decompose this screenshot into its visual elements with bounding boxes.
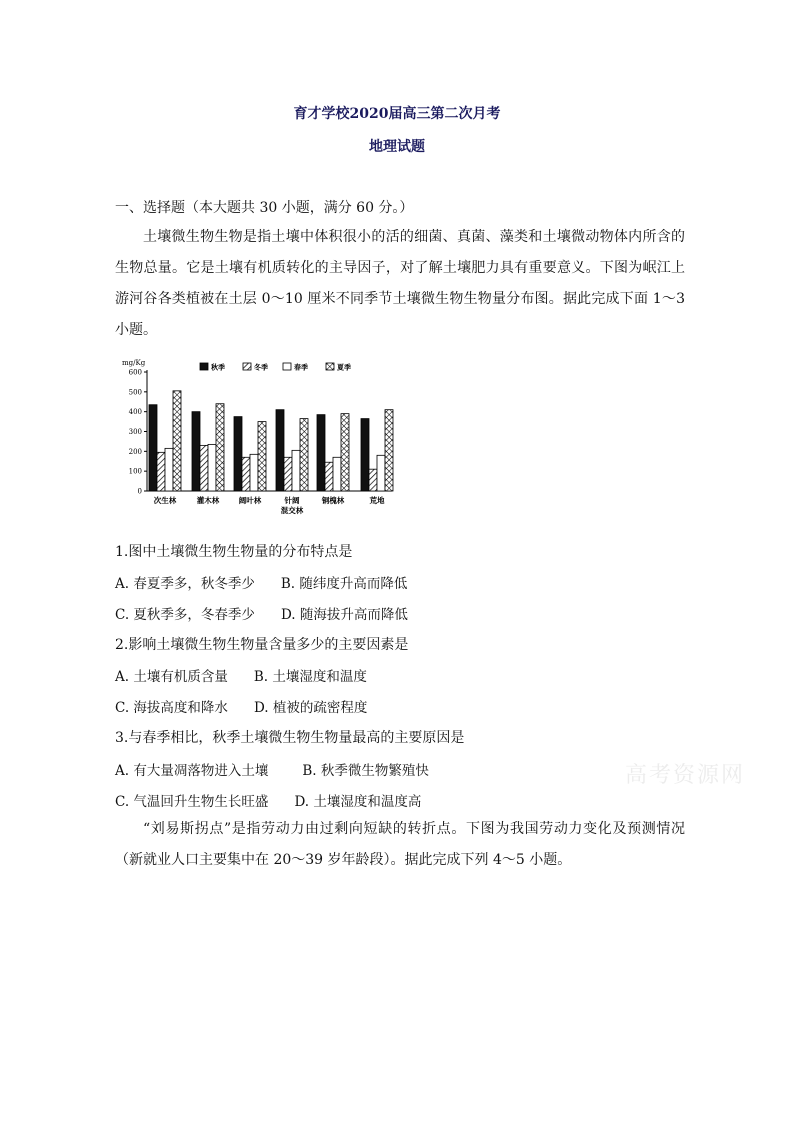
q2-option-b[interactable]: B. 土壤湿度和温度 <box>253 669 367 685</box>
bar-1-4 <box>325 462 333 491</box>
y-tick-label: 200 <box>128 447 142 456</box>
legend-swatch <box>243 363 251 370</box>
x-tick-label: 阔叶林 <box>238 496 262 505</box>
q2-option-d[interactable]: D. 植被的疏密程度 <box>253 700 368 716</box>
watermark: 高考资源网 <box>625 763 746 788</box>
bar-3-2 <box>258 422 266 491</box>
y-tick-label: 500 <box>128 388 142 397</box>
x-tick-label: 铜槐林 <box>321 496 345 505</box>
bar-2-5 <box>377 455 385 491</box>
legend-swatch <box>200 363 208 370</box>
legend-swatch <box>283 363 291 370</box>
x-tick-label: 针阔 <box>284 496 300 505</box>
y-tick-label: 600 <box>128 368 142 377</box>
y-tick-label: 0 <box>137 487 142 496</box>
question-1-options-row-2 <box>115 603 408 623</box>
q1-option-c[interactable]: C. 夏秋季多，冬春季少 <box>115 607 255 623</box>
bar-2-4 <box>333 457 341 491</box>
bar-0-3 <box>276 410 284 491</box>
y-tick-label: 400 <box>128 408 142 417</box>
bar-2-1 <box>208 444 216 491</box>
bar-3-4 <box>341 414 349 491</box>
school-title: 育才学校2020届高三第二次月考 <box>293 106 501 122</box>
bar-3-5 <box>385 410 393 491</box>
q2-option-c[interactable]: C. 海拔高度和降水 <box>115 700 228 716</box>
question-1-options-row-1 <box>115 572 407 592</box>
subject-title: 地理试题 <box>369 139 425 155</box>
question-2-options-row-2 <box>115 696 367 716</box>
question-1-stem: 1.图中土壤微生物生物量的分布特点是 <box>115 544 353 560</box>
bar-3-0 <box>173 391 181 491</box>
bar-0-5 <box>361 419 369 491</box>
question-3-stem: 3.与春季相比，秋季土壤微生物生物量最高的主要原因是 <box>115 730 465 746</box>
question-2-stem: 2.影响土壤微生物生物量含量多少的主要因素是 <box>115 637 409 653</box>
bar-1-0 <box>157 452 165 491</box>
bar-3-1 <box>216 404 224 491</box>
passage-2: “刘易斯拐点”是指劳动力由过剩向短缺的转折点。下图为我国劳动力变化及预测情况（新就业人口主要集中在 20～39 岁年龄段）。据此完成下列 4～5 小题。 <box>115 821 685 868</box>
bar-2-2 <box>250 454 258 491</box>
q1-option-d[interactable]: D. 随海拔升高而降低 <box>280 607 408 623</box>
legend-label: 夏季 <box>337 362 351 372</box>
x-tick-label: 次生林 <box>153 496 177 505</box>
bar-1-3 <box>284 457 292 491</box>
x-tick-label: 灌木林 <box>196 496 220 505</box>
bar-0-1 <box>192 412 200 491</box>
y-tick-label: 100 <box>128 467 142 476</box>
legend-swatch <box>326 363 334 370</box>
q3-option-a[interactable]: A. 有大量凋落物进入土壤 <box>115 763 269 779</box>
question-3-options-row-2 <box>115 790 421 810</box>
y-tick-label: 300 <box>128 428 142 436</box>
bar-3-3 <box>300 419 308 491</box>
x-tick-label: 荒地 <box>369 496 385 505</box>
y-axis-unit-label: mg/Kg <box>122 359 146 367</box>
bar-0-2 <box>234 417 242 491</box>
q1-option-a[interactable]: A. 春夏季多，秋冬季少 <box>115 576 255 592</box>
q3-option-d[interactable]: D. 土壤湿度和温度高 <box>294 794 422 810</box>
x-tick-label: 混交林 <box>280 506 304 515</box>
bar-2-3 <box>292 450 300 491</box>
legend-label: 秋季 <box>211 362 225 372</box>
legend-label: 冬季 <box>254 362 268 372</box>
passage-1: 土壤微生物生物是指土壤中体积很小的活的细菌、真菌、藻类和土壤微动物体内所含的生物总量。它是土壤有机质转化的主导因子，对了解土壤肥力具有重要意义。下图为岷江上游河谷各类植被在土层 0～10 厘米不同季节土壤微生物生物量分布图。据此完成下面 1～3 小题。 <box>115 229 685 338</box>
soil-biomass-bar-chart <box>112 352 402 527</box>
section-heading: 一、选择题（本大题共 30 小题，满分 60 分。） <box>115 200 414 216</box>
q1-option-b[interactable]: B. 随纬度升高而降低 <box>280 576 408 592</box>
question-2-options-row-1 <box>115 665 367 685</box>
bar-0-0 <box>149 405 157 491</box>
q3-option-c[interactable]: C. 气温回升生物生长旺盛 <box>115 794 269 810</box>
question-3-options-row-1 <box>115 759 429 779</box>
bar-0-4 <box>317 415 325 491</box>
bar-1-5 <box>369 469 377 491</box>
bar-1-1 <box>200 445 208 491</box>
q3-option-b[interactable]: B. 秋季微生物繁殖快 <box>302 763 429 779</box>
bar-2-0 <box>165 448 173 491</box>
bar-1-2 <box>242 457 250 491</box>
q2-option-a[interactable]: A. 土壤有机质含量 <box>115 669 228 685</box>
legend-label: 春季 <box>294 362 308 372</box>
